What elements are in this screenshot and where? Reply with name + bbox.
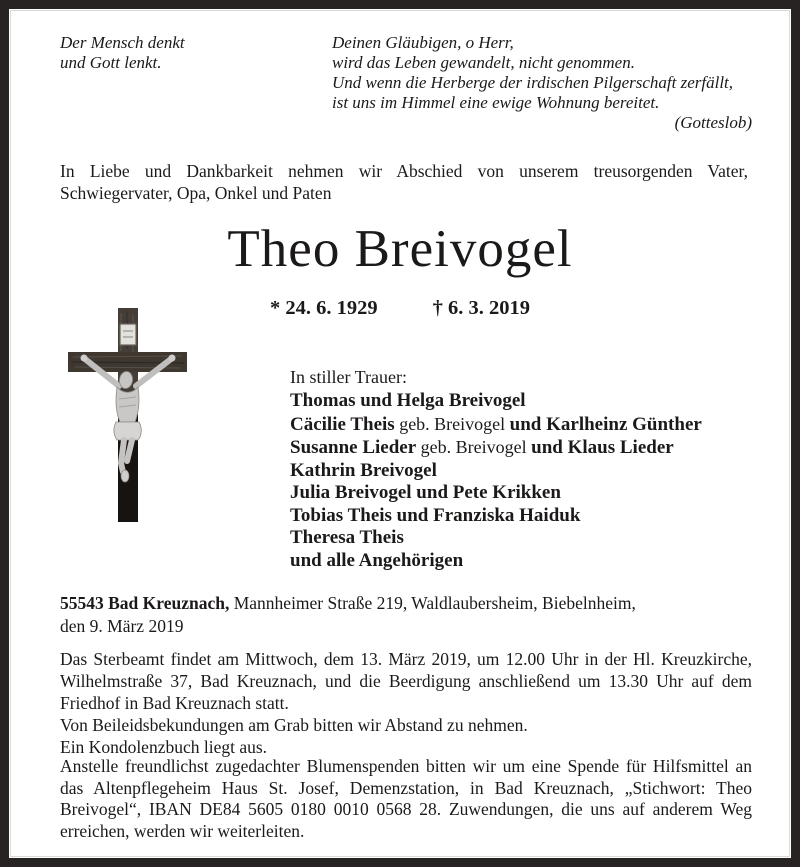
mourner-line xyxy=(290,460,702,483)
quote-right-line: ist uns im Himmel eine ewige Wohnung bereitet. xyxy=(332,93,660,112)
quote-left xyxy=(60,33,280,73)
condolence-note xyxy=(60,714,752,758)
donation-request: Anstelle freundlichst zugedachter Blumenspenden bitten wir um eine Spende für Hilfsmittel an das Altenpflegeheim Haus St. Josef, Demenzstation, in Bad Kreuznach, „Stichwort: Theo Breivogel“, IBAN DE84 5605 0180 0010 0568 28. Zuwendungen, die uns auf anderem Weg erreichen, werden wir weiterleiten. xyxy=(60,756,752,841)
condolence-line: Ein Kondolenzbuch liegt aus. xyxy=(60,737,268,757)
notice-date: den 9. März 2019 xyxy=(60,616,184,636)
quote-right-line: Deinen Gläubigen, o Herr, xyxy=(332,33,514,52)
mourner-maiden-name: geb. Breivogel xyxy=(394,413,510,434)
mourner-name: und Klaus Lieder xyxy=(531,437,674,458)
mourner-line xyxy=(290,550,702,573)
mourner-name: Julia Breivogel und Pete Krikken xyxy=(290,482,561,503)
mourner-name: Thomas und Helga Breivogel xyxy=(290,390,526,411)
address-city: 55543 Bad Kreuznach, xyxy=(60,593,230,613)
mourner-line xyxy=(290,436,702,460)
quote-right-line: wird das Leben gewandelt, nicht genommen. xyxy=(332,53,635,72)
mourner-name: Cäcilie Theis xyxy=(290,413,395,435)
death-date: † 6. 3. 2019 xyxy=(432,297,530,319)
mourner-maiden-name: geb. Breivogel xyxy=(416,437,532,457)
mourner-name: und alle Angehörigen xyxy=(290,549,464,571)
mourner-name: Susanne Lieder xyxy=(290,437,417,458)
quote-right-line: Und wenn die Herberge der irdischen Pilgerschaft zerfällt, xyxy=(332,73,734,92)
quotes-section xyxy=(60,33,752,148)
quote-left-line: und Gott lenkt. xyxy=(60,53,162,72)
mourner-name: Theresa Theis xyxy=(290,527,404,548)
mourner-name: und Karlheinz Günther xyxy=(509,413,702,435)
quote-right xyxy=(332,33,752,133)
quote-left-line: Der Mensch denkt xyxy=(60,33,185,52)
mourning-section xyxy=(290,364,702,572)
mourner-line xyxy=(290,390,702,413)
address-block xyxy=(60,592,750,638)
mourner-name: Tobias Theis und Franziska Haiduk xyxy=(290,504,581,526)
deceased-name: Theo Breivogel xyxy=(227,220,573,278)
address-rest: Mannheimer Straße 219, Waldlaubersheim, Biebelnheim, xyxy=(229,593,636,613)
mourner-line xyxy=(290,527,702,550)
mourner-line xyxy=(290,505,702,528)
condolence-line: Von Beileidsbekundungen am Grab bitten wir Abstand zu nehmen. xyxy=(60,715,528,735)
mourner-line xyxy=(290,413,702,437)
quote-attribution: (Gotteslob) xyxy=(674,113,752,132)
mourner-name: Kathrin Breivogel xyxy=(290,459,437,481)
birth-date: * 24. 6. 1929 xyxy=(270,297,378,319)
mourner-line xyxy=(290,482,702,505)
mourning-header: In stiller Trauer: xyxy=(290,367,407,387)
intro-text: In Liebe und Dankbarkeit nehmen wir Abschied von unserem treusorgenden Vater, Schwiegervater, Opa, Onkel und Paten xyxy=(60,161,748,203)
address-line xyxy=(60,592,750,615)
crucifix-icon xyxy=(55,301,200,529)
crucifix-icon xyxy=(55,301,200,529)
service-info: Das Sterbeamt findet am Mittwoch, dem 13. März 2019, um 12.00 Uhr in der Hl. Kreuzkirche, Wilhelmstraße 37, Bad Kreuznach, und die Beerdigung anschließend um 13.30 Uhr auf dem Friedhof in Bad Kreuznach statt. xyxy=(60,649,752,713)
